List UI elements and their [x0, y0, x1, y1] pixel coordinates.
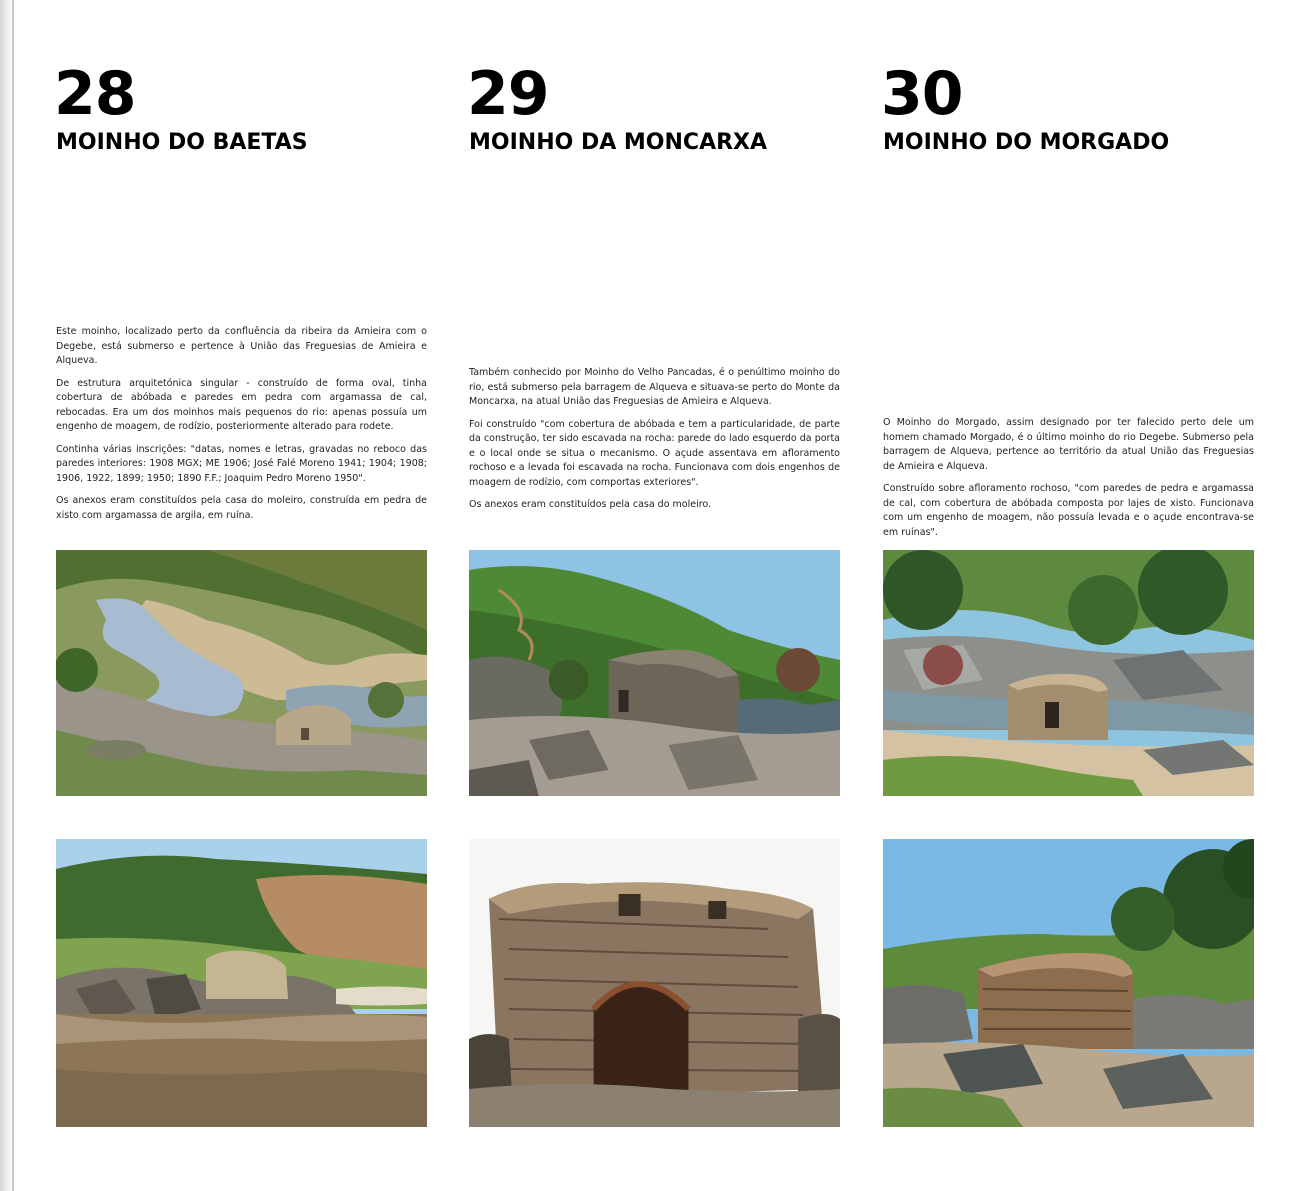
paragraph: Foi construído "com cobertura de abóbada e tem a particularidade, de parte da construção, ter sido escavada na rocha: parede do lado esquerdo da porta e o local onde se situa o mecanismo. O açude assentava em afloramento rochoso e a levada foi escavada na rocha. Funcionava com dois engenhos de moagem de rodízio, com comportas exteriores".	[469, 418, 840, 488]
mill-number: 29	[467, 59, 549, 129]
mill-description	[883, 416, 1254, 548]
mill-section-28	[56, 0, 427, 1191]
mill-title: MOINHO DA MONCARXA	[469, 130, 768, 155]
paragraph: Este moinho, localizado perto da confluência da ribeira da Amieira com o Degebe, está submerso e pertence à União das Freguesias de Amieira e Alqueva.	[56, 326, 427, 366]
mill-number: 30	[881, 59, 963, 129]
mill-number: 28	[54, 59, 136, 129]
paragraph: Os anexos eram constituídos pela casa do moleiro, construída em pedra de xisto com argamassa de argila, em ruína.	[56, 495, 427, 521]
mill-title: MOINHO DO BAETAS	[56, 130, 308, 155]
mill-description	[56, 325, 427, 531]
spine-fold-line	[12, 0, 14, 1191]
paragraph: De estrutura arquitetónica singular - construído de forma oval, tinha cobertura de abóbada e paredes em pedra com argamassa de cal, rebocadas. Era um dos moinhos mais pequenos do rio: apenas possuía um engenho de moagem, de rodízio, posteriormente alterado para rodete.	[56, 377, 427, 432]
paragraph: Construído sobre afloramento rochoso, "com paredes de pedra e argamassa de cal, com cobertura de abóbada composta por lajes de xisto. Funcionava com um engenho de moagem, não possuía levada e o açude encontrava-se em ruínas".	[883, 483, 1254, 538]
photo-moncarxa-hillside-mill	[469, 550, 840, 796]
photo-baetas-mill-by-water	[56, 839, 427, 1127]
photo-baetas-river-confluence	[56, 550, 427, 796]
mill-section-30	[883, 0, 1254, 1191]
paragraph: Continha várias inscrições: "datas, nomes e letras, gravadas no reboco das paredes interiores: 1908 MGX; ME 1906; José Falé Moreno 1941; 1904; 1908; 1906, 1922, 1899; 1950; 1890 F.F.; Joaquim Pedro Moreno 1950".	[56, 443, 427, 484]
paragraph: Os anexos eram constituídos pela casa do moleiro.	[469, 499, 712, 510]
photo-morgado-mill-on-rocks	[883, 839, 1254, 1127]
photo-morgado-rocky-river	[883, 550, 1254, 796]
photo-moncarxa-mill-closeup	[469, 839, 840, 1127]
paragraph: Também conhecido por Moinho do Velho Pancadas, é o penúltimo moinho do rio, está submerso pela barragem de Alqueva e situava-se perto do Monte da Moncarxa, na atual União das Freguesias de Amieira e Alqueva.	[469, 367, 840, 407]
mill-section-29	[469, 0, 840, 1191]
mill-description	[469, 366, 840, 521]
mill-title: MOINHO DO MORGADO	[883, 130, 1170, 155]
paragraph: O Moinho do Morgado, assim designado por ter falecido perto dele um homem chamado Morgado, é o último moinho do rio Degebe. Submerso pela barragem de Alqueva, pertence ao território da atual União das Freguesias de Amieira e Alqueva.	[883, 417, 1254, 472]
